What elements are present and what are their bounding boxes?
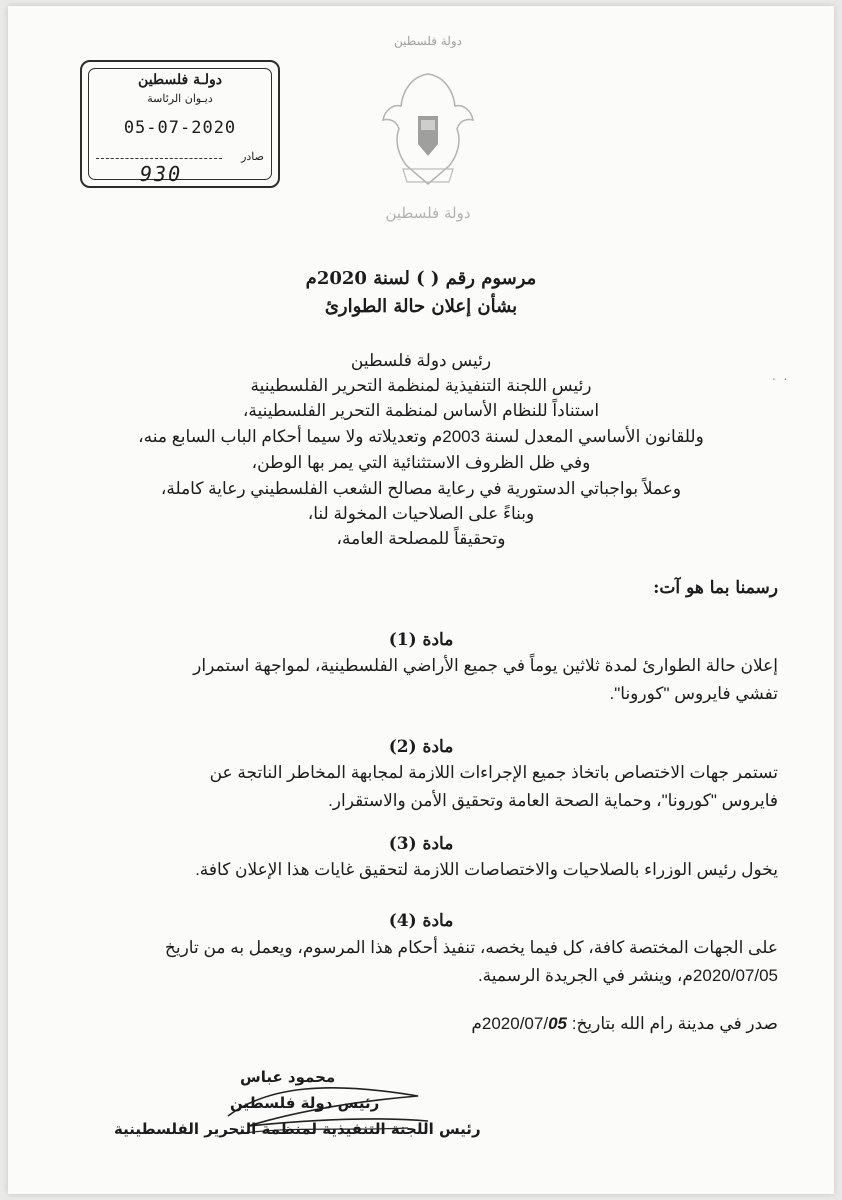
- registry-stamp: [80, 60, 280, 188]
- stamp-subtitle: ديـوان الرئاسة: [147, 92, 213, 105]
- document-page: دولة فلسطين دولة فلسطين دولـة فلسطين ديـوان الرئاسة 05-07-2020 صادر 930 مرسوم رقم ( ) لسنة 2020م بشأن إعلان حالة الطوارئ رئيس دولة فلسطين رئيس اللجنة التنفيذية لمنظمة التحرير الفلسطينية استناداً للنظام الأساس لمنظمة التحرير الفلسطينية، وللقانون الأساسي المعدل لسنة 2003م وتعديلاته ولا سيما أحكام الباب السابع منه، وفي ظل الظروف الاستثنائية التي يمر بها الوطن، وعملاً بواجباتي الدستورية في رعاية مصالح الشعب الفلسطيني رعاية كاملة، وبناءً على الصلاحيات المخولة لنا، وتحقيقاً للمصلحة العامة، . . رسمنا بما هو آت: مادة (1) إعلان حالة الطوارئ لمدة ثلاثين يوماً في جميع الأراضي الفلسطينية، لمواجهة استمرار تفشي فايروس "كورونا". مادة (2) تستمر جهات الاختصاص باتخاذ جميع الإجراءات اللازمة لمجابهة المخاطر الناتجة عن فايروس "كورونا"، وحماية الصحة العامة وتحقيق الأمن والاستقرار. مادة (3) يخول رئيس الوزراء بالصلاحيات والاختصاصات اللازمة لتحقيق غايات هذا الإعلان كافة. مادة (4) على الجهات المختصة كافة، كل فيما يخصه، تنفيذ أحكام هذا المرسوم، ويعمل به من تاريخ 2020/07/05م، وينشر في الجريدة الرسمية. صدر في مدينة رام الله بتاريخ: 2020/07/05م محمود عباس رئيس دولة فلسطين رئيس اللجنة التنفيذية لمنظمة التحرير الفلسطينية: [8, 6, 834, 1194]
- stamp-date: 05-07-2020: [123, 118, 237, 138]
- preamble-line: رئيس اللجنة التنفيذية لمنظمة التحرير الفلسطينية: [250, 376, 592, 395]
- preamble-line: استناداً للنظام الأساس لمنظمة التحرير الفلسطينية،: [242, 401, 600, 420]
- preamble-line: وفي ظل الظروف الاستثنائية التي يمر بها الوطن،: [251, 453, 591, 472]
- signatory-name: محمود عباس: [240, 1068, 336, 1086]
- stamp-issued-label: صادر: [241, 150, 264, 163]
- signatory-title-2: رئيس اللجنة التنفيذية لمنظمة التحرير الفلسطينية: [114, 1120, 481, 1138]
- preamble-line: وللقانون الأساسي المعدل لسنة 2003م وتعديلاته ولا سيما أحكام الباب السابع منه،: [138, 427, 704, 446]
- letterhead-header: دولة فلسطين: [393, 34, 463, 48]
- palestine-eagle-emblem: [373, 34, 483, 234]
- letterhead-state-name: دولة فلسطين: [385, 204, 471, 222]
- issued-date-rest: 2020/07/: [481, 1014, 549, 1033]
- article-text: على الجهات المختصة كافة، كل فيما يخصه، تنفيذ أحكام هذا المرسوم، ويعمل به من تاريخ: [164, 938, 778, 957]
- article-text: فايروس "كورونا"، وحماية الصحة العامة وتحقيق الأمن والاستقرار.: [328, 791, 778, 810]
- preamble-line: وبناءً على الصلاحيات المخولة لنا،: [307, 504, 535, 523]
- preamble-line: وتحقيقاً للمصلحة العامة،: [336, 529, 506, 548]
- stamp-number: 930: [140, 162, 183, 186]
- signatory-title-1: رئيس دولة فلسطين: [230, 1094, 380, 1112]
- decree-title: مرسوم رقم ( ) لسنة 2020م: [305, 268, 537, 289]
- article-heading: مادة (2): [388, 737, 454, 757]
- article-text: تفشي فايروس "كورونا".: [609, 684, 778, 703]
- issued-place-label: صدر في مدينة رام الله بتاريخ:: [571, 1014, 778, 1033]
- article-text: إعلان حالة الطوارئ لمدة ثلاثين يوماً في جميع الأراضي الفلسطينية، لمواجهة استمرار: [193, 656, 778, 675]
- issued-date-day: 05: [548, 1014, 567, 1033]
- preamble-line: رئيس دولة فلسطين: [350, 351, 492, 370]
- decree-subject: بشأن إعلان حالة الطوارئ: [324, 296, 518, 317]
- issued-date-suffix: م: [471, 1014, 482, 1033]
- preamble-line: وعملاً بواجباتي الدستورية في رعاية مصالح الشعب الفلسطيني رعاية كاملة،: [160, 479, 682, 498]
- article-text: يخول رئيس الوزراء بالصلاحيات والاختصاصات اللازمة لتحقيق غايات هذا الإعلان كافة.: [195, 860, 778, 879]
- stamp-title: دولـة فلسطين: [138, 72, 222, 88]
- article-text: تستمر جهات الاختصاص باتخاذ جميع الإجراءات اللازمة لمجابهة المخاطر الناتجة عن: [209, 763, 778, 782]
- issued-line: [471, 1014, 778, 1034]
- article-heading: مادة (1): [388, 630, 454, 650]
- article-heading: مادة (4): [388, 911, 454, 931]
- article-text: 2020/07/05م، وينشر في الجريدة الرسمية.: [477, 966, 778, 985]
- article-heading: مادة (3): [388, 834, 454, 854]
- decreed-intro: رسمنا بما هو آت:: [653, 578, 778, 598]
